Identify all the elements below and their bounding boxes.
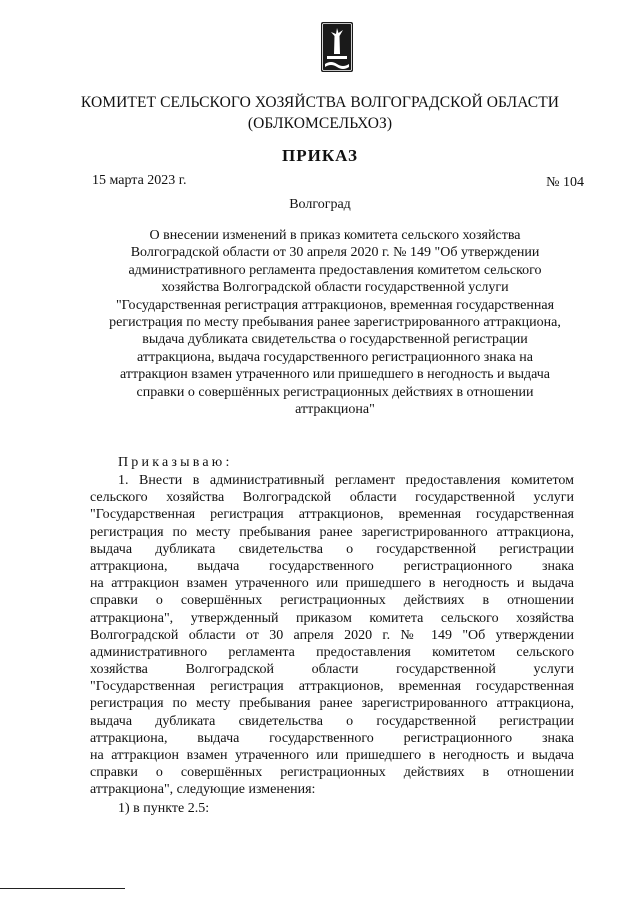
org-name-line1: КОМИТЕТ СЕЛЬСКОГО ХОЗЯЙСТВА ВОЛГОГРАДСКОЙ ОБЛАСТИ — [80, 94, 560, 111]
subject-line: справки о совершённых регистрационных действиях в отношении — [136, 384, 534, 400]
document-subject — [90, 227, 580, 418]
document-number: № 104 — [546, 175, 584, 190]
body-line: выдача дубликата свидетельства о государственной регистрации — [90, 541, 574, 557]
subject-line: О внесении изменений в приказ комитета сельского хозяйства — [149, 228, 521, 243]
body-line: "Государственная регистрация аттракционов, временная государственная — [90, 507, 574, 523]
body-line: "Государственная регистрация аттракционов, временная государственная — [90, 679, 574, 695]
subject-line: хозяйства Волгоградской области государственной услуги — [161, 280, 509, 296]
list-item-1: 1) в пункте 2.5: — [118, 801, 210, 816]
body-line: административного регламента предоставления комитетом сельского — [90, 644, 574, 660]
subject-line: аттракциона, выдача государственного регистрационного знака на — [137, 349, 533, 365]
body-line: аттракциона", утвержденный приказом комитета сельского хозяйства — [90, 610, 574, 626]
subject-line: Волгоградской области от 30 апреля 2020 г. № 149 "Об утверждении — [130, 245, 540, 261]
body-line: Волгоградской области от 30 апреля 2020 г. № 149 "Об утверждении — [90, 627, 574, 643]
org-name-line2: (ОБЛКОМСЕЛЬХОЗ) — [247, 115, 393, 132]
body-line: на аттракцион взамен утраченного или пришедшего в негодность и выдача — [90, 748, 574, 763]
body-line: аттракциона, выдача государственного регистрационного знака — [90, 730, 574, 746]
subject-line: аттракцион взамен утраченного или пришедшего в негодность и выдача — [119, 367, 551, 383]
body-line: хозяйства Волгоградской области государственной услуги — [90, 662, 574, 678]
footnote-separator — [0, 888, 125, 889]
document-body — [90, 472, 574, 799]
body-line: регистрация по месту пребывания ранее зарегистрированного аттракциона, — [90, 696, 574, 712]
document-city: Волгоград — [289, 197, 351, 212]
coat-of-arms-volgograd-icon — [319, 20, 355, 74]
subject-line: выдача дубликата свидетельства о государственной регистрации — [142, 332, 528, 348]
subject-line: административного регламента предоставления комитетом сельского — [128, 262, 542, 278]
subject-line: аттракциона" — [295, 402, 375, 418]
body-line: справки о совершённых регистрационных действиях в отношении — [90, 593, 574, 609]
body-line: выдача дубликата свидетельства о государственной регистрации — [90, 713, 574, 729]
order-directive: Приказываю: — [118, 455, 233, 470]
subject-line: "Государственная регистрация аттракционов, временная государственная — [115, 297, 555, 313]
body-line: справки о совершённых регистрационных действиях в отношении — [90, 765, 574, 781]
body-line: 1. Внести в административный регламент предоставления комитетом — [118, 473, 574, 488]
body-line: на аттракцион взамен утраченного или пришедшего в негодность и выдача — [90, 576, 574, 592]
body-line: аттракциона, выдача государственного регистрационного знака — [90, 558, 574, 574]
body-line: регистрация по месту пребывания ранее зарегистрированного аттракциона, — [90, 524, 574, 540]
body-line: аттракциона", следующие изменения: — [90, 782, 316, 798]
subject-line: регистрация по месту пребывания ранее зарегистрированного аттракциона, — [109, 315, 561, 331]
document-date: 15 марта 2023 г. — [92, 173, 187, 188]
body-line: сельского хозяйства Волгоградской области государственной услуги — [90, 490, 574, 506]
document-type: ПРИКАЗ — [282, 146, 358, 165]
